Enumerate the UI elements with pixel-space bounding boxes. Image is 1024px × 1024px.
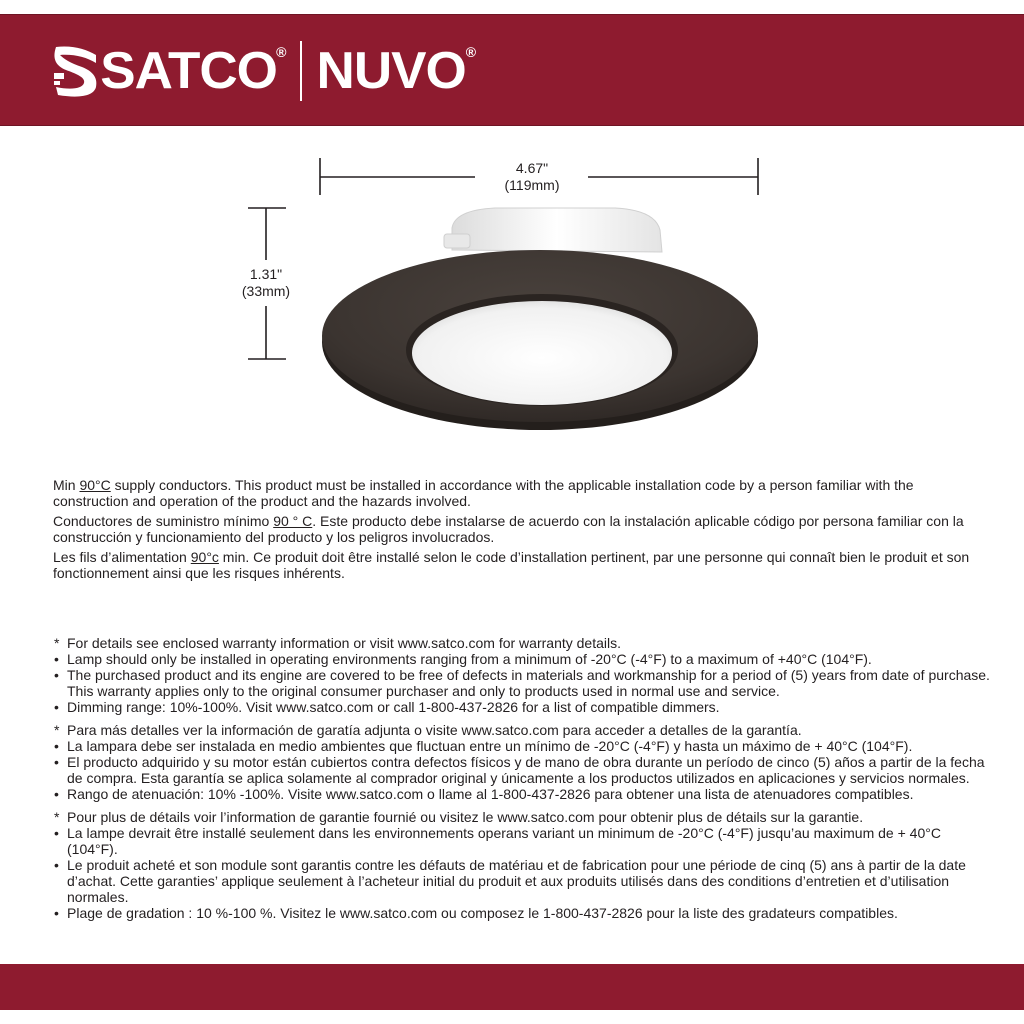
list-item: • La lampara debe ser instalada en medio ambientes que fluctuan entre un mínimo de -20°C (-4°F) y hasta un máximo de + 40°C (104°F). [54, 738, 913, 754]
list-item: • Rango de atenuación: 10% -100%. Visite www.satco.com o llame al 1-800-437-2826 para obtener una lista de atenuadores compatibles. [54, 786, 914, 802]
width-dimension-label [480, 160, 584, 194]
supply-note-en: Min 90°C supply conductors. This product must be installed in accordance with the applicable installation code by a person familiar with the construction and operation of the product and the hazards involved. [53, 477, 914, 509]
brand-nuvo: NUVO [317, 42, 467, 100]
brand-satco: SATCO [100, 42, 277, 100]
round-led-disk-light-image [310, 190, 770, 440]
registered-mark-satco: ® [276, 44, 287, 60]
logo-divider [300, 41, 302, 101]
supply-note-fr: Les fils d’alimentation 90°c min. Ce produit doit être installé selon le code d’installation pertinent, par une personne qui connaît bien le produit et son fonctionnement ainsi que les risques inhérents. [53, 549, 970, 581]
notes-spanish [53, 722, 993, 802]
list-item: • The purchased product and its engine are covered to be free of defects in materials and workmanship for a period of (5) years from date of purchase. This warranty applies only to the original consumer purchaser and only to products used in normal use and service. [54, 667, 990, 699]
notes-french [53, 809, 993, 921]
list-item: • El producto adquirido y su motor están cubiertos contra defectos físicos y de mano de obra durante un período de cinco (5) años a partir de la fecha de compra. Esta garantía se aplica solamente al comprador original y únicamente a los productos utilizados en aplicaciones y servicios normales. [54, 754, 985, 786]
temp-rating: 90°c [190, 549, 219, 565]
list-item: * Para más detalles ver la información de garatía adjunta o visite www.satco.com para acceder a detalles de la garantía. [54, 722, 802, 738]
width-mm: (119mm) [504, 177, 560, 193]
width-inches: 4.67" [515, 160, 549, 176]
list-item: • Plage de gradation : 10 %-100 %. Visitez le www.satco.com ou composez le 1-800-437-2826 pour la liste des gradateurs compatibles. [54, 905, 898, 921]
list-item: • Lamp should only be installed in operating environments ranging from a minimum of -20°C (-4°F) to a maximum of +40°C (104°F). [54, 651, 872, 667]
brand-logo [52, 36, 476, 106]
registered-mark-nuvo: ® [465, 44, 477, 60]
satco-wave-logo-icon [52, 43, 100, 99]
footer-band [0, 964, 1024, 1010]
temp-rating: 90 ° C [273, 513, 313, 529]
list-item: • Dimming range: 10%-100%. Visit www.satco.com or call 1-800-437-2826 for a list of compatible dimmers. [54, 699, 720, 715]
list-item: • Le produit acheté et son module sont garantis contre les défauts de matériau et de fabrication pour une période de cinq (5) ans à partir de la date d’achat. Cette garanties’ applique seulement à l’acheteur initial du produit et aux produits utilisés dans des conditions d’entretien et d’utilisation normales. [54, 857, 966, 905]
height-dimension-label [226, 266, 306, 300]
supply-note-es: Conductores de suministro mínimo 90 ° C. Este producto debe instalarse de acuerdo con la instalación aplicable código por persona familiar con la construcción y funcionamiento del producto y los peligros involucrados. [53, 513, 964, 545]
list-item: • La lampe devrait être installé seulement dans les environnements operans variant un minimum de -20°C (-4°F) jusqu’au maximum de + 40°C (104°F). [54, 825, 941, 857]
supply-notes [53, 477, 983, 585]
height-inches: 1.31" [249, 266, 283, 282]
temp-rating: 90°C [79, 477, 111, 493]
list-item: * For details see enclosed warranty information or visit www.satco.com for warranty details. [54, 635, 621, 651]
notes-english [53, 635, 993, 715]
list-item: * Pour plus de détails voir l’information de garantie fournié ou visitez le www.satco.com pour obtenir plus de détails sur la garantie. [54, 809, 864, 825]
warranty-notes [53, 635, 993, 928]
height-mm: (33mm) [241, 283, 291, 299]
